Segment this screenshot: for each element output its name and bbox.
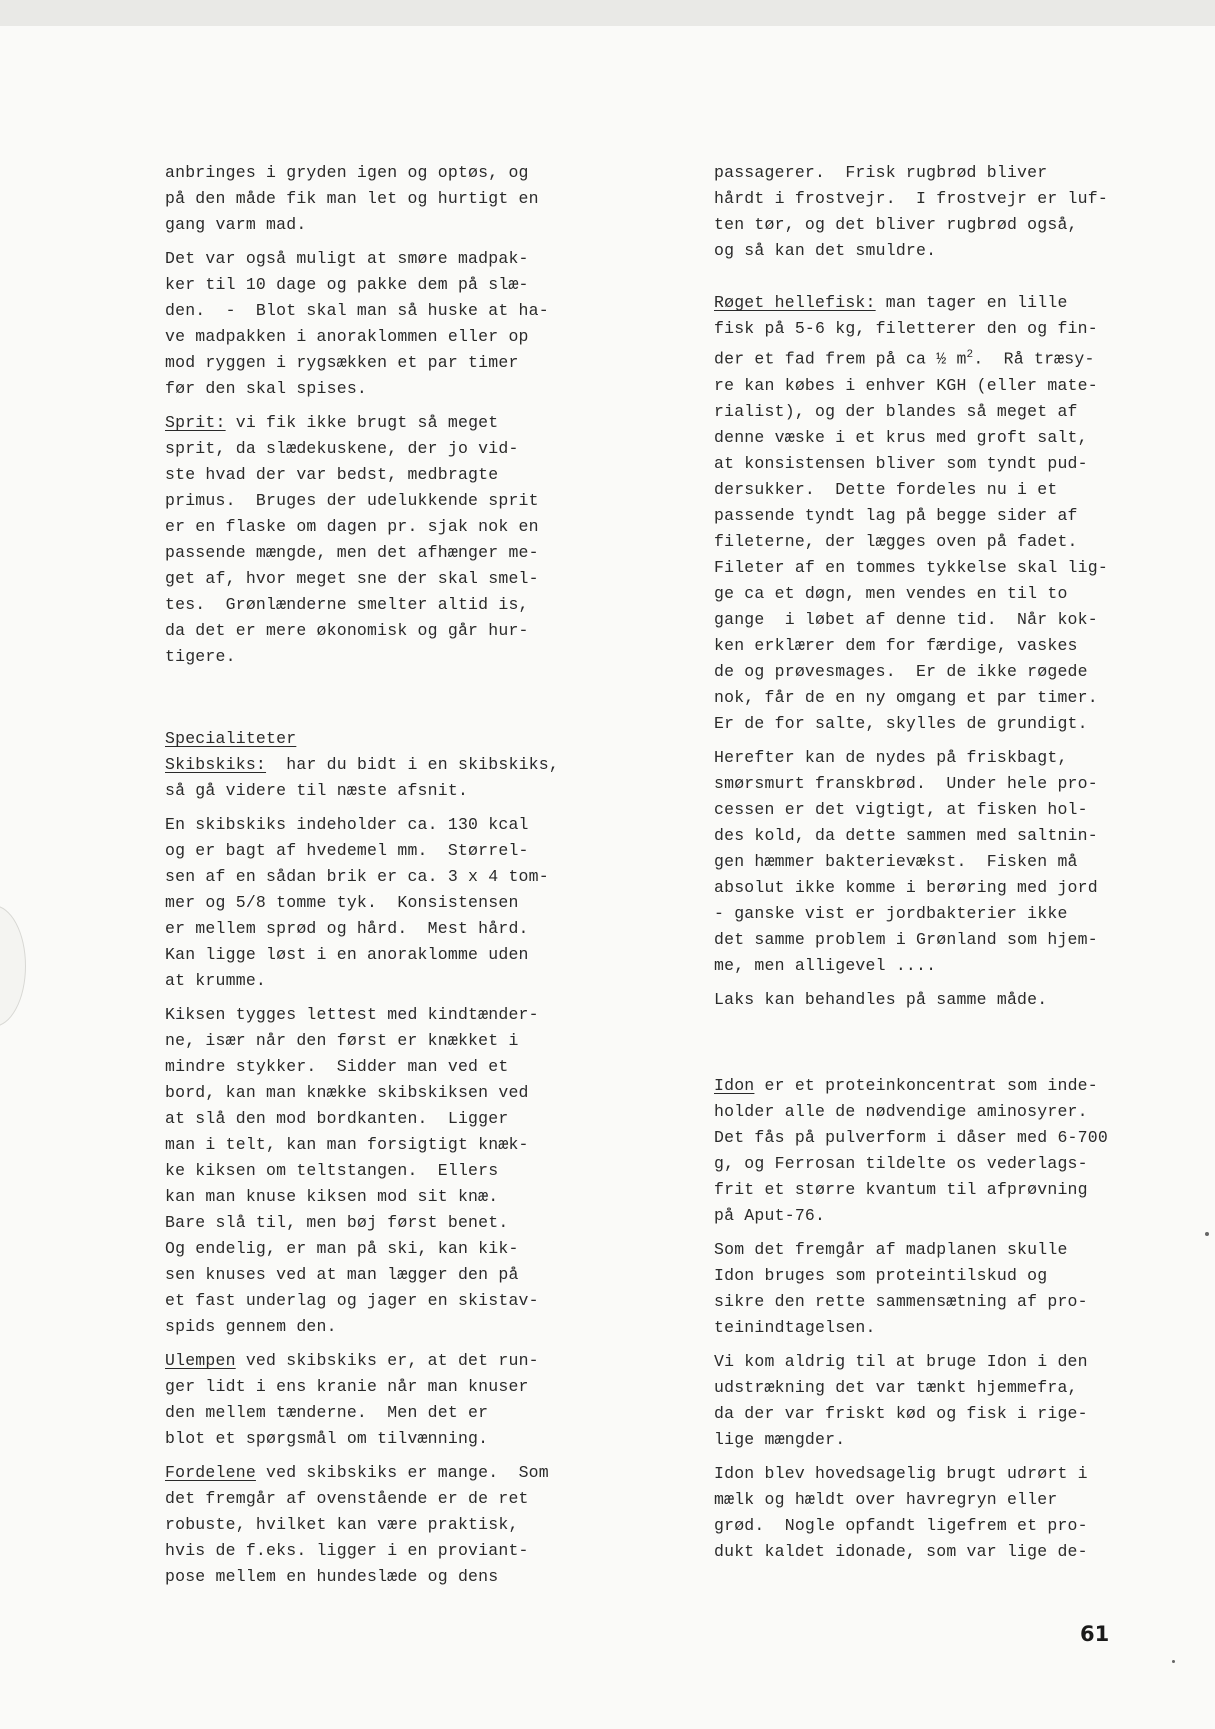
text-line: er et proteinkoncentrat som inde-: [754, 1075, 1098, 1095]
text-line: g, og Ferrosan tildelte os vederlags-: [714, 1153, 1088, 1173]
text-line: passende tyndt lag på begge sider af: [714, 505, 1078, 525]
text-line: før den skal spises.: [165, 379, 368, 398]
text-line: sen knuses ved at man lægger den på: [165, 1265, 519, 1284]
text-line: ke kiksen om teltstangen. Ellers: [165, 1161, 499, 1180]
text-line: at krumme.: [165, 971, 267, 990]
paragraph: [714, 160, 1134, 264]
text-line: Bare slå til, men bøj først benet.: [165, 1213, 509, 1232]
paragraph: [714, 1349, 1134, 1453]
text-line: holder alle de nødvendige aminosyrer.: [714, 1101, 1088, 1121]
fordelene-paragraph: [165, 1460, 605, 1590]
text-line: Fileter af en tommes tykkelse skal lig-: [714, 557, 1108, 577]
text-line: pose mellem en hundeslæde og dens: [165, 1567, 499, 1586]
text-line: har du bidt i en skibskiks,: [266, 755, 559, 774]
text-line: det fremgår af ovenstående er de ret: [165, 1489, 529, 1508]
text-line: på Aput-76.: [714, 1205, 826, 1225]
text-line: vi fik ikke brugt så meget: [225, 413, 499, 432]
page-number: 61: [1080, 1622, 1110, 1646]
text-line: passende mængde, men det afhænger me-: [165, 543, 539, 562]
text-line: tigere.: [165, 647, 236, 666]
text-line: cessen er det vigtigt, at fisken hol-: [714, 799, 1088, 819]
text-line: ne, især når den først er knækket i: [165, 1031, 519, 1050]
text-line: så gå videre til næste afsnit.: [165, 781, 469, 800]
text-line: En skibskiks indeholder ca. 130 kcal: [165, 815, 529, 834]
text-line: nok, får de en ny omgang et par timer.: [714, 687, 1098, 707]
text-line: Og endelig, er man på ski, kan kik-: [165, 1239, 519, 1258]
scan-top-edge: [0, 0, 1215, 26]
text-line: denne væske i et krus med groft salt,: [714, 427, 1088, 447]
text-line: ger lidt i ens kranie når man knuser: [165, 1377, 529, 1396]
text-line: Herefter kan de nydes på friskbagt,: [714, 747, 1068, 767]
text-line: get af, hvor meget sne der skal smel-: [165, 569, 539, 588]
text-line: Idon blev hovedsagelig brugt udrørt i: [714, 1463, 1088, 1483]
text-line: ken erklærer dem for færdige, vaskes: [714, 635, 1078, 655]
text-line: hårdt i frostvejr. I frostvejr er luf-: [714, 189, 1108, 208]
text-line: ten tør, og det bliver rugbrød også,: [714, 215, 1078, 234]
text-line: ved skibskiks er mange. Som: [255, 1463, 549, 1482]
text-line: Er de for salte, skylles de grundigt.: [714, 713, 1088, 733]
superscript: 2: [966, 349, 974, 361]
roget-hellefisk-paragraph: [714, 290, 1134, 737]
skibskiks-heading: Skibskiks:: [165, 755, 267, 774]
text-line: man tager en lille: [875, 293, 1068, 312]
text-line: ste hvad der var bedst, medbragte: [165, 465, 499, 484]
section-heading: Specialiteter: [165, 729, 297, 748]
idon-heading: Idon: [714, 1075, 755, 1095]
paragraph: [165, 246, 605, 402]
text-line: dukt kaldet idonade, som var lige de-: [714, 1541, 1088, 1561]
specialiteter-section: [165, 726, 605, 804]
text-line: Idon bruges som proteintilskud og: [714, 1265, 1048, 1285]
text-line: frit et større kvantum til afprøvning: [714, 1179, 1088, 1199]
text-line: den. - Blot skal man så huske at ha-: [165, 301, 549, 320]
text-line: primus. Bruges der udelukkende sprit: [165, 491, 539, 510]
text-line: sen af en sådan brik er ca. 3 x 4 tom-: [165, 867, 549, 886]
text-line: rialist), og der blandes så meget af: [714, 401, 1078, 421]
scan-speck: [1172, 1660, 1175, 1663]
text-line: des kold, da dette sammen med saltnin-: [714, 825, 1098, 845]
paragraph: [165, 1002, 605, 1340]
paragraph: [714, 987, 1134, 1013]
punch-hole: [0, 905, 26, 1027]
text-line: man i telt, kan man forsigtigt knæk-: [165, 1135, 529, 1154]
sprit-heading: Sprit:: [165, 413, 226, 432]
text-line: gange i løbet af denne tid. Når kok-: [714, 609, 1098, 629]
ulempen-heading: Ulempen: [165, 1351, 236, 1370]
sprit-paragraph: [165, 410, 605, 670]
roget-hellefisk-heading: Røget hellefisk:: [714, 293, 876, 312]
text-line: Det fås på pulverform i dåser med 6-700: [714, 1127, 1108, 1147]
text-line: hvis de f.eks. ligger i en proviant-: [165, 1541, 529, 1560]
idon-paragraph: [714, 1073, 1134, 1229]
text-line: lige mængder.: [714, 1429, 846, 1449]
paragraph: [714, 1237, 1134, 1341]
text-line: ge ca et døgn, men vendes en til to: [714, 583, 1068, 603]
text-line: re kan købes i enhver KGH (eller mate-: [714, 375, 1098, 395]
paragraph: [165, 812, 605, 994]
text-line: det samme problem i Grønland som hjem-: [714, 929, 1098, 949]
text-line: Vi kom aldrig til at bruge Idon i den: [714, 1351, 1088, 1371]
text-line: sikre den rette sammensætning af pro-: [714, 1291, 1088, 1311]
fordelene-heading: Fordelene: [165, 1463, 256, 1482]
text-line: er en flaske om dagen pr. sjak nok en: [165, 517, 539, 536]
text-line: mod ryggen i rygsækken et par timer: [165, 353, 519, 372]
text-line: bord, kan man knække skibskiksen ved: [165, 1083, 529, 1102]
text-line: passagerer. Frisk rugbrød bliver: [714, 163, 1048, 182]
text-line: da der var friskt kød og fisk i rige-: [714, 1403, 1088, 1423]
text-line: - ganske vist er jordbakterier ikke: [714, 903, 1068, 923]
left-column: [165, 160, 605, 1598]
text-line: mælk og hældt over havregryn eller: [714, 1489, 1058, 1509]
text-line: er mellem sprød og hård. Mest hård.: [165, 919, 529, 938]
text-line: anbringes i gryden igen og optøs, og: [165, 163, 529, 182]
text-line: og er bagt af hvedemel mm. Størrel-: [165, 841, 529, 860]
text-line: gang varm mad.: [165, 215, 307, 234]
text-line: absolut ikke komme i berøring med jord: [714, 877, 1098, 897]
text-line: tes. Grønlænderne smelter altid is,: [165, 595, 529, 614]
text-line: teinindtagelsen.: [714, 1317, 876, 1337]
text-line: me, men alligevel ....: [714, 955, 937, 975]
ulempen-paragraph: [165, 1348, 605, 1452]
text-line: spids gennem den.: [165, 1317, 337, 1336]
text-line: mer og 5/8 tomme tyk. Konsistensen: [165, 893, 519, 912]
right-column: [714, 160, 1134, 1573]
text-line: fisk på 5-6 kg, filetterer den og fin-: [714, 319, 1098, 338]
text-line: Kiksen tygges lettest med kindtænder-: [165, 1005, 539, 1024]
scan-speck: [1205, 1232, 1209, 1236]
text-line: robuste, hvilket kan være praktisk,: [165, 1515, 519, 1534]
text-line: ve madpakken i anoraklommen eller op: [165, 327, 529, 346]
text-line: der et fad frem på ca ½ m: [714, 349, 967, 369]
text-line: et fast underlag og jager en skistav-: [165, 1291, 539, 1310]
text-line: ker til 10 dage og pakke dem på slæ-: [165, 275, 529, 294]
text-line: Som det fremgår af madplanen skulle: [714, 1239, 1068, 1259]
text-line: mindre stykker. Sidder man ved et: [165, 1057, 509, 1076]
text-line: gen hæmmer bakterievækst. Fisken må: [714, 851, 1078, 871]
text-line: Laks kan behandles på samme måde.: [714, 989, 1048, 1009]
text-line: sprit, da slædekuskene, der jo vid-: [165, 439, 519, 458]
text-line: smørsmurt franskbrød. Under hele pro-: [714, 773, 1098, 793]
text-line: de og prøvesmages. Er de ikke røgede: [714, 661, 1088, 681]
text-line: udstrækning det var tænkt hjemmefra,: [714, 1377, 1078, 1397]
text-line: fileterne, der lægges oven på fadet.: [714, 531, 1078, 551]
text-line: . Rå træsy-: [973, 349, 1095, 369]
paragraph: [714, 1461, 1134, 1565]
text-line: dersukker. Dette fordeles nu i et: [714, 479, 1058, 499]
text-line: at slå den mod bordkanten. Ligger: [165, 1109, 509, 1128]
text-line: Det var også muligt at smøre madpak-: [165, 249, 529, 268]
text-line: ved skibskiks er, at det run-: [235, 1351, 539, 1370]
text-line: Kan ligge løst i en anoraklomme uden: [165, 945, 529, 964]
paragraph: [165, 160, 605, 238]
text-line: at konsistensen bliver som tyndt pud-: [714, 453, 1088, 473]
text-line: og så kan det smuldre.: [714, 241, 937, 260]
text-line: den mellem tænderne. Men det er: [165, 1403, 489, 1422]
text-line: kan man knuse kiksen mod sit knæ.: [165, 1187, 499, 1206]
text-line: blot et spørgsmål om tilvænning.: [165, 1429, 489, 1448]
text-line: grød. Nogle opfandt ligefrem et pro-: [714, 1515, 1088, 1535]
text-line: da det er mere økonomisk og går hur-: [165, 621, 529, 640]
paragraph: [714, 745, 1134, 979]
text-line: på den måde fik man let og hurtigt en: [165, 189, 539, 208]
